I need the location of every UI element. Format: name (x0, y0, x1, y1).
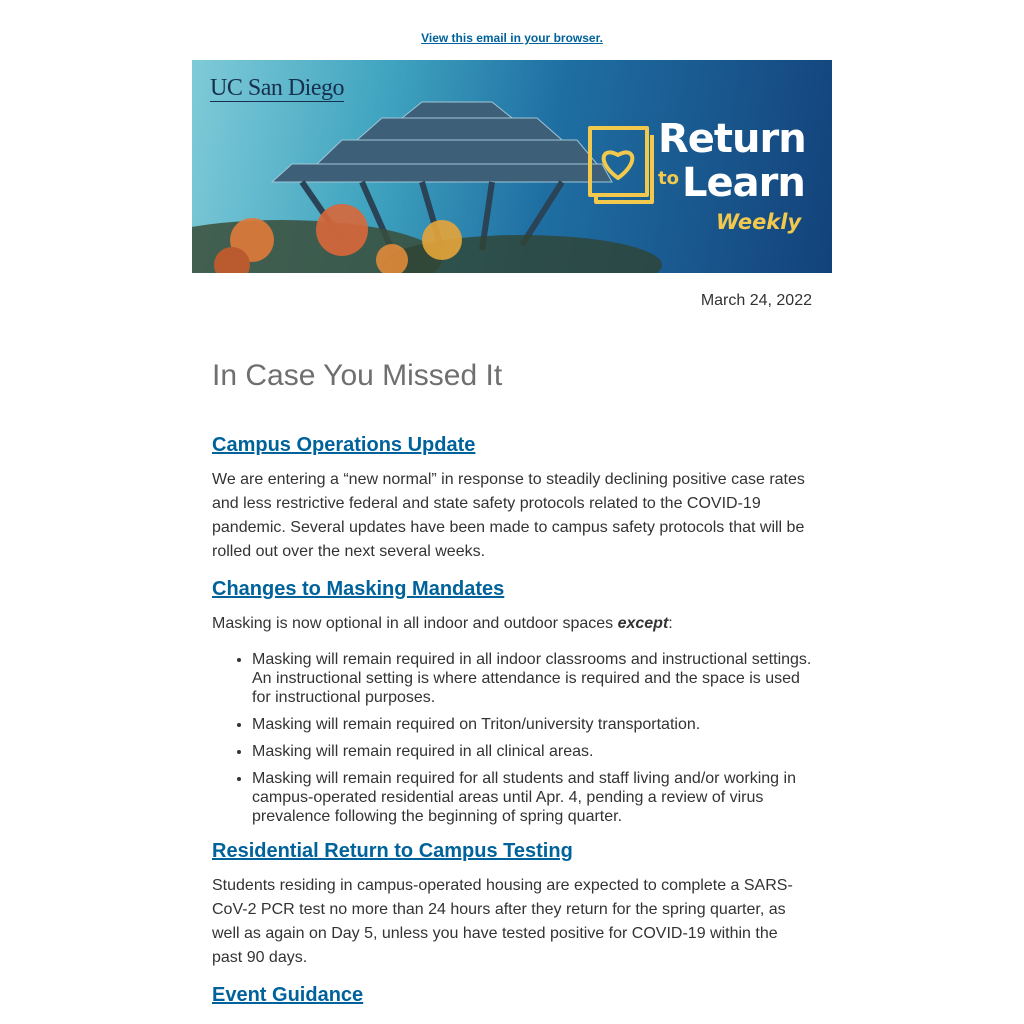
list-item: • Masking will remain required in all indoor classrooms and instructional settings. An instructional setting is where attendance is required and the space is used for instructional purposes. (252, 650, 812, 707)
masking-intro-text: Masking is now optional in all indoor and outdoor spaces (212, 615, 618, 632)
masking-bullet-list (212, 650, 812, 826)
masking-intro (212, 612, 812, 636)
masking-intro-end: : (668, 615, 673, 632)
banner-to-text: to (658, 168, 679, 189)
list-item: • Masking will remain required on Triton/university transportation. (252, 715, 812, 734)
event-guidance-link[interactable]: Event Guidance (212, 984, 364, 1006)
banner-learn-text: Learn (682, 160, 805, 206)
email-date: March 24, 2022 (700, 292, 812, 309)
section-heading (212, 838, 812, 864)
residential-testing-link[interactable]: Residential Return to Campus Testing (212, 840, 573, 862)
residential-testing-body: Students residing in campus-operated housing are expected to complete a SARS-CoV-2 PCR test no more than 24 hours after they return for the spring quarter, as well as again on Day 5, unless you have tested positive for COVID-19 within the past 90 days. (212, 877, 793, 966)
section-heading (212, 576, 812, 602)
list-item: • Masking will remain required for all students and staff living and/or working in campus-operated residential areas until Apr. 4, pending a review of virus prevalence following the beginning of spring quarter. (252, 769, 812, 826)
campus-operations-update-link[interactable]: Campus Operations Update (212, 434, 476, 456)
banner-weekly-text: Weekly (716, 210, 802, 234)
campus-operations-body: We are entering a “new normal” in response to steadily declining positive case rates and less restrictive federal and state safety protocols related to the COVID-19 pandemic. Several updates have been made to campus safety protocols that will be rolled out over the next several weeks. (212, 471, 805, 560)
masking-intro-emphasis: except (617, 615, 669, 632)
email-content (212, 358, 812, 1018)
masking-mandates-link[interactable]: Changes to Masking Mandates (212, 578, 505, 600)
page-title: In Case You Missed It (212, 359, 503, 392)
list-item: • Masking will remain required in all clinical areas. (252, 742, 812, 761)
section-heading (212, 432, 812, 458)
section-heading (212, 982, 812, 1008)
ucsd-logo: UC San Diego (210, 75, 344, 101)
banner-return-text: Return (658, 116, 806, 162)
view-in-browser-link[interactable]: View this email in your browser. (421, 31, 603, 45)
return-to-learn-banner (192, 60, 832, 273)
